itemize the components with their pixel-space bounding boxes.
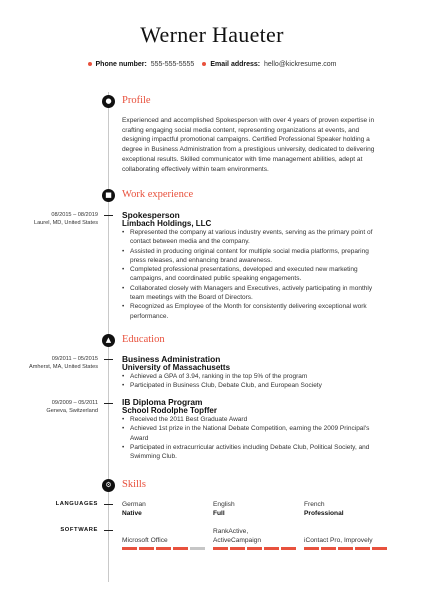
language-level: Native — [122, 510, 142, 517]
timeline-tick — [104, 359, 113, 360]
skill-bar-segment — [213, 547, 228, 550]
skill-bar-segment — [338, 547, 353, 550]
skill-bar-segment — [173, 547, 188, 550]
skill-level-bar — [304, 547, 388, 550]
education-bullets — [122, 415, 384, 461]
skill-bar-segment — [122, 547, 137, 550]
skill-bar-segment — [230, 547, 245, 550]
candidate-name: Werner Haueter — [140, 22, 284, 47]
education-dates: 09/2011 – 05/2015 — [51, 356, 98, 362]
work-date-block — [34, 211, 98, 228]
list-item: • Received the 2011 Best Graduate Award — [122, 415, 384, 424]
job-title: Spokesperson — [122, 210, 180, 220]
skill-bar-segment — [304, 547, 319, 550]
section-title-education: Education — [122, 334, 165, 345]
skill-bar-segment — [372, 547, 387, 550]
software-label: SOFTWARE — [60, 527, 98, 533]
languages-label: LANGUAGES — [55, 501, 98, 507]
language-name: English — [213, 501, 235, 508]
degree-title: IB Diploma Program — [122, 397, 203, 407]
timeline-tick — [104, 530, 113, 531]
profile-summary: Experienced and accomplished Spokesperson with over 4 years of proven expertise in crafting engaging social media content, representing organizations at events, and designing impactful promotional campaigns. Certified Professional Speaker holding a degree in Business Administration from a prestigious university, dedicated to delivering exceptional results. Skilled communicator with time management abilities, adept at collaborating effectively within team environments. — [122, 117, 375, 173]
list-item: • Assisted in producing original content for multiple social media platforms, preparing press releases, and enhancing brand awareness. — [122, 247, 384, 266]
list-item: • Participated in extracurricular activities including Debate Club, Political Society, and Swimming Club. — [122, 443, 384, 462]
list-item: • Completed professional presentations, developed and executed new marketing campaigns, and coordinated public speaking engagements. — [122, 265, 384, 284]
graduation-cap-icon: ▲ — [102, 334, 115, 347]
education-location: Geneva, Switzerland — [46, 408, 98, 415]
software-name: RankActive, ActiveCampaign — [213, 528, 262, 544]
software-name: Microsoft Office — [122, 537, 168, 544]
section-title-profile: Profile — [122, 95, 151, 106]
education-location: Amherst, MA, United States — [28, 364, 98, 371]
phone-label: Phone number: — [95, 61, 147, 68]
timeline-tick — [104, 504, 113, 505]
skill-level-bar — [122, 547, 206, 550]
list-item: • Achieved 1st prize in the National Debate Competition, earning the 2009 Principal's Award — [122, 424, 384, 443]
timeline-tick — [104, 403, 113, 404]
language-level: Professional — [304, 510, 344, 517]
list-item: • Represented the company at various industry events, serving as the primary point of contact between media and the company. — [122, 228, 384, 247]
skill-bar-segment — [264, 547, 279, 550]
language-level: Full — [213, 510, 225, 517]
section-title-skills: Skills — [122, 479, 146, 490]
degree-title: Business Administration — [122, 354, 221, 364]
software-name: iContact Pro, Improvely — [304, 537, 373, 544]
work-bullets — [122, 228, 384, 321]
wrench-icon: ⚙ — [102, 479, 115, 492]
skill-bar-segment — [355, 547, 370, 550]
skill-bar-segment — [139, 547, 154, 550]
bullet-dot-icon — [88, 62, 92, 66]
language-item — [213, 500, 235, 518]
list-item: • Participated in Business Club, Debate Club, and European Society — [122, 381, 384, 390]
language-name: German — [122, 501, 146, 508]
bullet-dot-icon — [202, 62, 206, 66]
section-title-work: Work experience — [122, 189, 194, 200]
school-name: University of Massachusetts — [122, 363, 231, 372]
email-value: hello@kickresume.com — [264, 61, 337, 68]
skill-bar-segment — [156, 547, 171, 550]
timeline-tick — [104, 215, 113, 216]
phone-value: 555-555-5555 — [150, 61, 195, 68]
work-location: Laurel, MD, United States — [33, 220, 98, 227]
education-dates: 09/2009 – 05/2011 — [51, 400, 98, 406]
language-item — [304, 500, 344, 518]
skill-bar-segment — [281, 547, 296, 550]
job-company: Limbach Holdings, LLC — [122, 219, 212, 228]
skill-bar-segment — [321, 547, 336, 550]
work-dates: 08/2015 – 08/2019 — [51, 212, 98, 218]
education-date-block — [46, 399, 98, 416]
skill-bar-segment — [190, 547, 205, 550]
education-bullets — [122, 372, 384, 391]
list-item: • Collaborated closely with Managers and Executives, actively participating in monthly team meetings with the Board of Directors. — [122, 284, 384, 303]
person-icon: ● — [102, 95, 115, 108]
list-item: • Achieved a GPA of 3.94, ranking in the top 5% of the program — [122, 372, 384, 381]
contact-bar — [0, 61, 424, 68]
briefcase-icon: ■ — [102, 189, 115, 202]
email-label: Email address: — [210, 61, 261, 68]
skill-bar-segment — [247, 547, 262, 550]
list-item: • Recognized as Employee of the Month for consistently delivering exceptional work performance. — [122, 302, 384, 321]
education-date-block — [29, 355, 98, 372]
language-item — [122, 500, 146, 518]
skill-level-bar — [213, 547, 297, 550]
school-name: School Rodolphe Topffer — [122, 406, 217, 415]
language-name: French — [304, 501, 325, 508]
